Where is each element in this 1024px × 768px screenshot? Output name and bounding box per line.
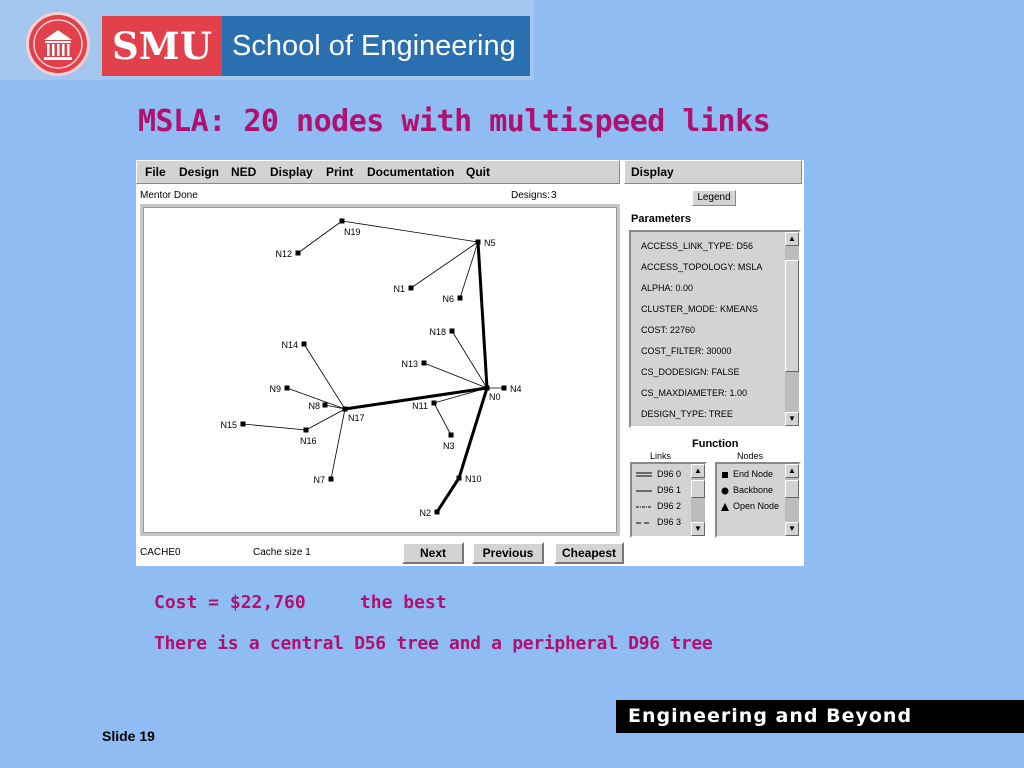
designs-label: Designs: bbox=[511, 190, 550, 201]
node-n13[interactable] bbox=[422, 361, 427, 366]
link-N18-N0 bbox=[452, 331, 487, 388]
cache-size-text: Cache size 1 bbox=[253, 547, 311, 558]
scroll-thumb[interactable] bbox=[785, 480, 799, 498]
node-label-n6: N6 bbox=[442, 294, 454, 304]
network-canvas[interactable] bbox=[143, 207, 617, 533]
link-N17-N7 bbox=[331, 409, 345, 479]
menu-display[interactable]: Display bbox=[270, 165, 313, 179]
parameter-item: CS_MAXDIAMETER: 1.00 bbox=[641, 388, 748, 398]
node-label-n7: N7 bbox=[313, 475, 325, 485]
bottom-bar bbox=[136, 540, 804, 566]
node-n18[interactable] bbox=[450, 329, 455, 334]
link-N17-N16 bbox=[306, 409, 345, 430]
menu-ned[interactable]: NED bbox=[231, 165, 257, 179]
node-label-n18: N18 bbox=[429, 327, 446, 337]
node-label-n5: N5 bbox=[484, 238, 496, 248]
smu-seal-icon bbox=[26, 12, 90, 76]
slide-number: Slide 19 bbox=[102, 728, 155, 744]
node-n14[interactable] bbox=[302, 342, 307, 347]
scroll-down-icon[interactable]: ▼ bbox=[691, 522, 705, 536]
circle-node-icon bbox=[721, 487, 731, 495]
node-n12[interactable] bbox=[296, 251, 301, 256]
link-type-label: D96 3 bbox=[657, 517, 682, 527]
smu-wordmark: SMU bbox=[102, 16, 222, 76]
legend-button[interactable]: Legend bbox=[692, 190, 736, 206]
node-n15[interactable] bbox=[241, 422, 246, 427]
scroll-thumb[interactable] bbox=[785, 260, 799, 372]
display-menu-bar bbox=[624, 160, 802, 184]
double-line-icon bbox=[636, 471, 654, 479]
cache-label: CACHE0 bbox=[140, 547, 181, 558]
status-text: Mentor Done bbox=[140, 190, 198, 201]
node-type-item[interactable] bbox=[721, 485, 773, 495]
node-n3[interactable] bbox=[449, 433, 454, 438]
link-N13-N0 bbox=[424, 363, 487, 388]
backbone-link-N0-N10 bbox=[459, 388, 487, 478]
backbone-link-N10-N2 bbox=[437, 478, 459, 512]
link-type-item[interactable] bbox=[636, 485, 681, 495]
parameter-item: COST: 22760 bbox=[641, 325, 696, 335]
network-canvas-frame bbox=[140, 204, 620, 536]
scroll-down-icon[interactable]: ▼ bbox=[785, 522, 799, 536]
node-type-label: End Node bbox=[733, 469, 774, 479]
parameter-item: COST_FILTER: 30000 bbox=[641, 346, 732, 356]
function-title: Function bbox=[692, 438, 739, 450]
node-n10[interactable] bbox=[457, 476, 462, 481]
dash-dot-line-icon bbox=[636, 503, 654, 511]
mentor-app-window bbox=[136, 160, 804, 566]
solid-line-icon bbox=[636, 487, 654, 495]
links-list[interactable] bbox=[630, 462, 707, 538]
node-type-label: Open Node bbox=[733, 501, 780, 511]
node-label-n4: N4 bbox=[510, 384, 522, 394]
node-n0[interactable] bbox=[485, 386, 490, 391]
node-label-n3: N3 bbox=[443, 441, 455, 451]
node-n4[interactable] bbox=[502, 386, 507, 391]
link-type-label: D96 0 bbox=[657, 469, 682, 479]
parameter-item: CLUSTER_MODE: KMEANS bbox=[641, 304, 759, 314]
node-types-scrollbar[interactable] bbox=[785, 464, 799, 536]
scroll-thumb[interactable] bbox=[691, 480, 705, 498]
link-type-item[interactable] bbox=[636, 501, 681, 511]
node-n8[interactable] bbox=[323, 403, 328, 408]
node-n11[interactable] bbox=[432, 401, 437, 406]
node-label-n1: N1 bbox=[393, 284, 405, 294]
node-label-n0: N0 bbox=[489, 392, 501, 402]
node-n1[interactable] bbox=[409, 286, 414, 291]
square-node-icon bbox=[721, 471, 731, 479]
node-n17[interactable] bbox=[343, 407, 348, 412]
previous-button[interactable]: Previous bbox=[472, 542, 544, 564]
parameter-item: ALPHA: 0.00 bbox=[641, 283, 694, 293]
dashed-line-icon bbox=[636, 519, 654, 527]
node-n5[interactable] bbox=[476, 240, 481, 245]
link-N5-N6 bbox=[460, 242, 478, 298]
network-diagram bbox=[144, 208, 616, 532]
slide-title: MSLA: 20 nodes with multispeed links bbox=[138, 104, 771, 139]
node-n16[interactable] bbox=[304, 428, 309, 433]
node-label-n2: N2 bbox=[419, 508, 431, 518]
node-label-n19: N19 bbox=[344, 227, 361, 237]
link-type-label: D96 1 bbox=[657, 485, 682, 495]
menu-design[interactable]: Design bbox=[179, 165, 220, 179]
link-N11-N3 bbox=[434, 403, 451, 435]
menu-bar bbox=[136, 160, 620, 184]
parameter-item: CS_DODESIGN: FALSE bbox=[641, 367, 740, 377]
scroll-up-icon[interactable]: ▲ bbox=[785, 232, 799, 246]
link-N19-N5 bbox=[342, 221, 478, 242]
scroll-down-icon[interactable]: ▼ bbox=[785, 412, 799, 426]
next-button[interactable]: Next bbox=[402, 542, 464, 564]
node-label-n15: N15 bbox=[220, 420, 237, 430]
node-label-n17: N17 bbox=[348, 413, 365, 423]
cheapest-button[interactable]: Cheapest bbox=[554, 542, 624, 564]
link-type-item[interactable] bbox=[636, 469, 681, 479]
node-n6[interactable] bbox=[458, 296, 463, 301]
smu-logo bbox=[0, 0, 534, 80]
node-type-item[interactable] bbox=[721, 469, 773, 479]
triangle-node-icon bbox=[721, 503, 731, 511]
engineering-and-beyond-banner: Engineering and Beyond bbox=[616, 700, 1024, 733]
parameters-title: Parameters bbox=[631, 213, 691, 225]
node-type-label: Backbone bbox=[733, 485, 774, 495]
node-n2[interactable] bbox=[435, 510, 440, 515]
node-label-n9: N9 bbox=[269, 384, 281, 394]
links-scrollbar[interactable] bbox=[691, 464, 705, 536]
node-n9[interactable] bbox=[285, 386, 290, 391]
link-N14-N17 bbox=[304, 344, 345, 409]
node-n7[interactable] bbox=[329, 477, 334, 482]
node-types-list[interactable] bbox=[715, 462, 801, 538]
node-label-n10: N10 bbox=[465, 474, 482, 484]
menu-quit[interactable]: Quit bbox=[466, 165, 490, 179]
node-label-n11: N11 bbox=[412, 401, 428, 411]
designs-count: 3 bbox=[551, 190, 557, 201]
node-label-n14: N14 bbox=[281, 340, 298, 350]
node-label-n16: N16 bbox=[300, 436, 317, 446]
parameter-item: ACCESS_LINK_TYPE: D56 bbox=[641, 241, 754, 251]
menu-documentation[interactable]: Documentation bbox=[367, 165, 455, 179]
backbone-link-N5-N0 bbox=[478, 242, 487, 388]
link-type-item[interactable] bbox=[636, 517, 681, 527]
node-label-n8: N8 bbox=[308, 401, 320, 411]
scroll-up-icon[interactable]: ▲ bbox=[691, 464, 705, 478]
link-N15-N16 bbox=[243, 424, 306, 430]
tree-caption: There is a central D56 tree and a peripheral D96 tree bbox=[154, 633, 713, 654]
node-type-item[interactable] bbox=[721, 501, 779, 511]
node-label-n12: N12 bbox=[275, 249, 292, 259]
menu-display-right[interactable]: Display bbox=[631, 165, 674, 179]
link-N5-N1 bbox=[411, 242, 478, 288]
parameters-scrollbar[interactable] bbox=[785, 232, 799, 426]
parameter-item: ACCESS_TOPOLOGY: MSLA bbox=[641, 262, 763, 272]
link-type-label: D96 2 bbox=[657, 501, 682, 511]
links-label: Links bbox=[650, 451, 672, 461]
node-label-n13: N13 bbox=[401, 359, 418, 369]
parameters-list[interactable] bbox=[629, 230, 801, 428]
nodes-label: Nodes bbox=[737, 451, 764, 461]
school-of-engineering-wordmark: School of Engineering bbox=[222, 16, 530, 76]
cost-caption: Cost = $22,760 the best bbox=[154, 592, 447, 613]
parameter-item: DESIGN_TYPE: TREE bbox=[641, 409, 733, 419]
menu-file[interactable]: File bbox=[145, 165, 166, 179]
node-n19[interactable] bbox=[340, 219, 345, 224]
link-N19-N12 bbox=[298, 221, 342, 253]
scroll-up-icon[interactable]: ▲ bbox=[785, 464, 799, 478]
menu-print[interactable]: Print bbox=[326, 165, 354, 179]
